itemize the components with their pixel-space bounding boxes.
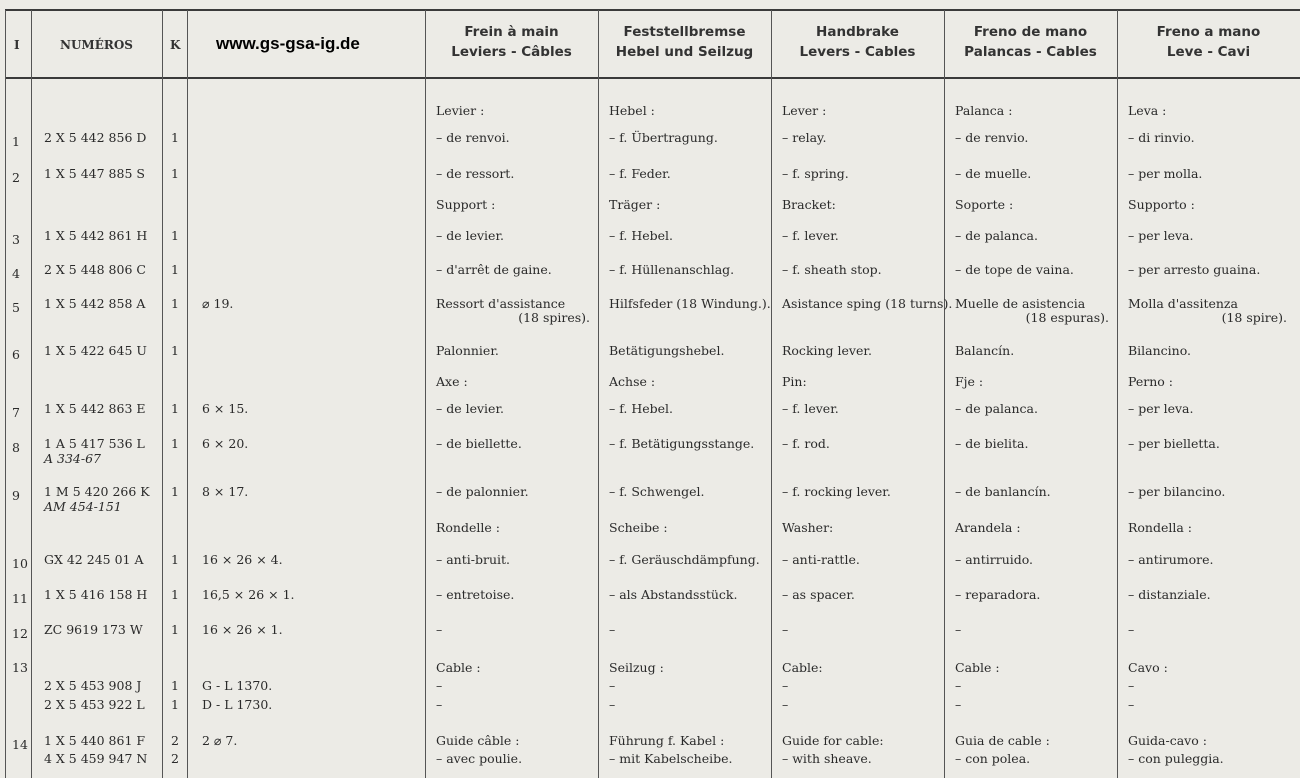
description-en: – [782,678,789,693]
header-spanish [944,22,1117,62]
description-es: – de bielita. [955,436,1029,451]
part-number: 1 M 5 420 266 K [44,484,150,499]
group-heading-it: Leva : [1128,103,1167,118]
header-title: Handbrake [816,24,899,40]
header-rule [5,77,1300,79]
group-heading-fr: Rondelle : [436,520,500,535]
row-index: 12 [12,626,28,641]
description-de: – f. Geräuschdämpfung. [609,552,760,567]
part-number: 2 X 5 453 908 J [44,678,142,693]
header-subtitle: Levers - Cables [799,44,916,60]
part-number: ZC 9619 173 W [44,622,143,637]
dimension: D - L 1730. [202,697,273,712]
group-heading-en: Washer: [782,520,834,535]
top-rule [5,9,1300,11]
dimension: 16 × 26 × 1. [202,622,283,637]
description-en: – [782,622,789,637]
dimension: 6 × 15. [202,401,249,416]
description-de: – f. Schwengel. [609,484,705,499]
description-es: – [955,678,962,693]
description-de: – f. Betätigungsstange. [609,436,755,451]
column-divider [944,10,945,778]
description-it: – per molla. [1128,166,1203,181]
description-de: Hilfsfeder (18 Windung.). [609,296,771,311]
column-divider [1117,10,1118,778]
column-divider [598,10,599,778]
header-italian [1117,22,1300,62]
description-en: – anti-rattle. [782,552,860,567]
description-de: Betätigungshebel. [609,343,725,358]
description-de: – [609,697,616,712]
description-fr: – de palonnier. [436,484,529,499]
header-title: Freno de mano [973,24,1088,40]
description-es: – de muelle. [955,166,1032,181]
row-index: 4 [12,266,20,281]
description-es: – de renvio. [955,130,1029,145]
header-numeros: NUMÉROS [60,38,133,52]
part-number: 1 X 5 422 645 U [44,343,147,358]
description-de: – f. Hebel. [609,228,674,243]
description-es-cont: (18 espuras). [1025,310,1109,325]
dimension: G - L 1370. [202,678,273,693]
quantity-k: 1 [171,587,179,602]
quantity-k: 1 [171,130,179,145]
quantity-k: 1 [171,228,179,243]
part-number: GX 42 245 01 A [44,552,144,567]
description-es: – [955,622,962,637]
description-en: – f. lever. [782,401,839,416]
description-de: Seilzug : [609,660,664,675]
group-heading-it: Supporto : [1128,197,1195,212]
description-it: – per arresto guaina. [1128,262,1261,277]
description-fr: – [436,697,443,712]
dimension: 16,5 × 26 × 1. [202,587,295,602]
row-index: 10 [12,556,28,571]
part-number: 1 X 5 442 861 H [44,228,148,243]
description-fr: Palonnier. [436,343,499,358]
quantity-k: 1 [171,401,179,416]
part-number: 2 X 5 453 922 L [44,697,145,712]
part-number: 1 X 5 442 858 A [44,296,146,311]
description-en: – f. sheath stop. [782,262,882,277]
description-it: – per bielletta. [1128,436,1220,451]
description-fr: Ressort d'assistance [436,296,566,311]
row-index: 3 [12,232,20,247]
header-french [425,22,598,62]
description-de: – [609,678,616,693]
description-it: – di rinvio. [1128,130,1195,145]
group-heading-es: Arandela : [955,520,1021,535]
row-index: 11 [12,591,28,606]
quantity-k: 1 [171,436,179,451]
group-heading-fr: Levier : [436,103,485,118]
description-it: Molla d'assitenza [1128,296,1238,311]
description-en: Asistance sping (18 turns). [782,296,953,311]
description-de: – mit Kabelscheibe. [609,751,733,766]
part-number-variant: A 334-67 [44,451,101,466]
description-en: – [782,697,789,712]
description-es: – de palanca. [955,401,1038,416]
row-index: 8 [12,440,20,455]
description-fr: Cable : [436,660,481,675]
description-fr: – d'arrêt de gaine. [436,262,552,277]
header-subtitle: Leviers - Câbles [451,44,572,60]
description-de: – f. Übertragung. [609,130,718,145]
row-index: 7 [12,405,20,420]
dimension: 16 × 26 × 4. [202,552,283,567]
row-index: 13 [12,660,28,675]
description-it: – [1128,678,1135,693]
quantity-k: 1 [171,166,179,181]
description-fr: Guide câble : [436,733,520,748]
description-it: – per leva. [1128,228,1194,243]
row-index: 6 [12,347,20,362]
dimension: 8 × 17. [202,484,249,499]
description-de: – f. Feder. [609,166,671,181]
column-divider [31,10,32,778]
description-fr: – [436,622,443,637]
quantity-k: 1 [171,552,179,567]
part-number-variant: AM 454-151 [44,499,122,514]
description-es: Balancín. [955,343,1015,358]
description-it: Bilancino. [1128,343,1192,358]
group-heading-es: Fje : [955,374,984,389]
column-divider [771,10,772,778]
description-it: – antirumore. [1128,552,1214,567]
description-en: Rocking lever. [782,343,872,358]
description-en: Guide for cable: [782,733,884,748]
description-es: – de palanca. [955,228,1038,243]
description-it: Guida-cavo : [1128,733,1207,748]
column-divider [187,10,188,778]
description-es: – reparadora. [955,587,1041,602]
description-it: – con puleggia. [1128,751,1224,766]
part-number: 2 X 5 442 856 D [44,130,147,145]
header-title: Frein à main [464,24,559,40]
description-it: – per bilancino. [1128,484,1226,499]
website-watermark: www.gs-gsa-ig.de [216,34,360,53]
header-title: Freno a mano [1156,24,1261,40]
quantity-k: 1 [171,678,179,693]
description-en: – f. lever. [782,228,839,243]
header-subtitle: Leve - Cavi [1166,44,1251,60]
quantity-k: 1 [171,262,179,277]
row-index: 1 [12,134,20,149]
description-es: – antirruido. [955,552,1034,567]
description-fr: – avec poulie. [436,751,523,766]
column-divider [425,10,426,778]
quantity-k: 1 [171,622,179,637]
description-de: – [609,622,616,637]
description-it: Cavo : [1128,660,1168,675]
header-english [771,22,944,62]
group-heading-it: Perno : [1128,374,1173,389]
group-heading-en: Lever : [782,103,827,118]
description-de: – f. Hüllenanschlag. [609,262,735,277]
description-es: Guia de cable : [955,733,1050,748]
column-divider [5,10,6,778]
group-heading-fr: Support : [436,197,496,212]
description-fr: – de levier. [436,228,505,243]
group-heading-de: Scheibe : [609,520,668,535]
description-es: Cable : [955,660,1000,675]
description-it: – per leva. [1128,401,1194,416]
description-en: – f. spring. [782,166,849,181]
group-heading-it: Rondella : [1128,520,1193,535]
quantity-k: 1 [171,697,179,712]
header-subtitle: Hebel und Seilzug [615,44,754,60]
part-number: 1 X 5 416 158 H [44,587,148,602]
description-en: – f. rod. [782,436,830,451]
description-es: – con polea. [955,751,1031,766]
description-en: – with sheave. [782,751,872,766]
part-number: 4 X 5 459 947 N [44,751,148,766]
group-heading-en: Pin: [782,374,807,389]
part-number: 1 X 5 440 861 F [44,733,146,748]
quantity-k: 1 [171,296,179,311]
description-es: – de banlancín. [955,484,1051,499]
description-fr: – de levier. [436,401,505,416]
group-heading-en: Bracket: [782,197,836,212]
part-number: 1 A 5 417 536 L [44,436,145,451]
part-number: 2 X 5 448 806 C [44,262,146,277]
group-heading-de: Achse : [609,374,656,389]
description-fr: – anti-bruit. [436,552,510,567]
description-es: Muelle de asistencia [955,296,1086,311]
description-fr: – entretoise. [436,587,515,602]
description-es: – de tope de vaina. [955,262,1074,277]
description-fr: – de ressort. [436,166,515,181]
description-de: Führung f. Kabel : [609,733,725,748]
header-k: K [170,38,181,52]
dimension: 6 × 20. [202,436,249,451]
description-it: – [1128,697,1135,712]
header-german [598,22,771,62]
row-index: 14 [12,737,28,752]
description-es: – [955,697,962,712]
part-number: 1 X 5 447 885 S [44,166,145,181]
group-heading-fr: Axe : [436,374,468,389]
quantity-k: 2 [171,751,179,766]
description-fr: – de biellette. [436,436,522,451]
header-title: Feststellbremse [623,24,746,40]
description-en: – relay. [782,130,827,145]
group-heading-es: Palanca : [955,103,1013,118]
row-index: 5 [12,300,20,315]
dimension: ⌀ 19. [202,296,234,311]
description-fr: – [436,678,443,693]
description-fr: – de renvoi. [436,130,510,145]
description-it: – [1128,622,1135,637]
group-heading-es: Soporte : [955,197,1014,212]
quantity-k: 1 [171,484,179,499]
dimension: 2 ⌀ 7. [202,733,238,748]
header-index: I [14,38,20,52]
header-subtitle: Palancas - Cables [964,44,1097,60]
description-en: Cable: [782,660,823,675]
group-heading-de: Träger : [609,197,661,212]
description-en: – as spacer. [782,587,855,602]
row-index: 2 [12,170,20,185]
column-divider [162,10,163,778]
part-number: 1 X 5 442 863 E [44,401,146,416]
description-it: – distanziale. [1128,587,1211,602]
description-it-cont: (18 spire). [1221,310,1287,325]
quantity-k: 1 [171,343,179,358]
description-fr-cont: (18 spires). [518,310,590,325]
quantity-k: 2 [171,733,179,748]
description-en: – f. rocking lever. [782,484,891,499]
description-de: – f. Hebel. [609,401,674,416]
group-heading-de: Hebel : [609,103,655,118]
description-de: – als Abstandsstück. [609,587,738,602]
row-index: 9 [12,488,20,503]
